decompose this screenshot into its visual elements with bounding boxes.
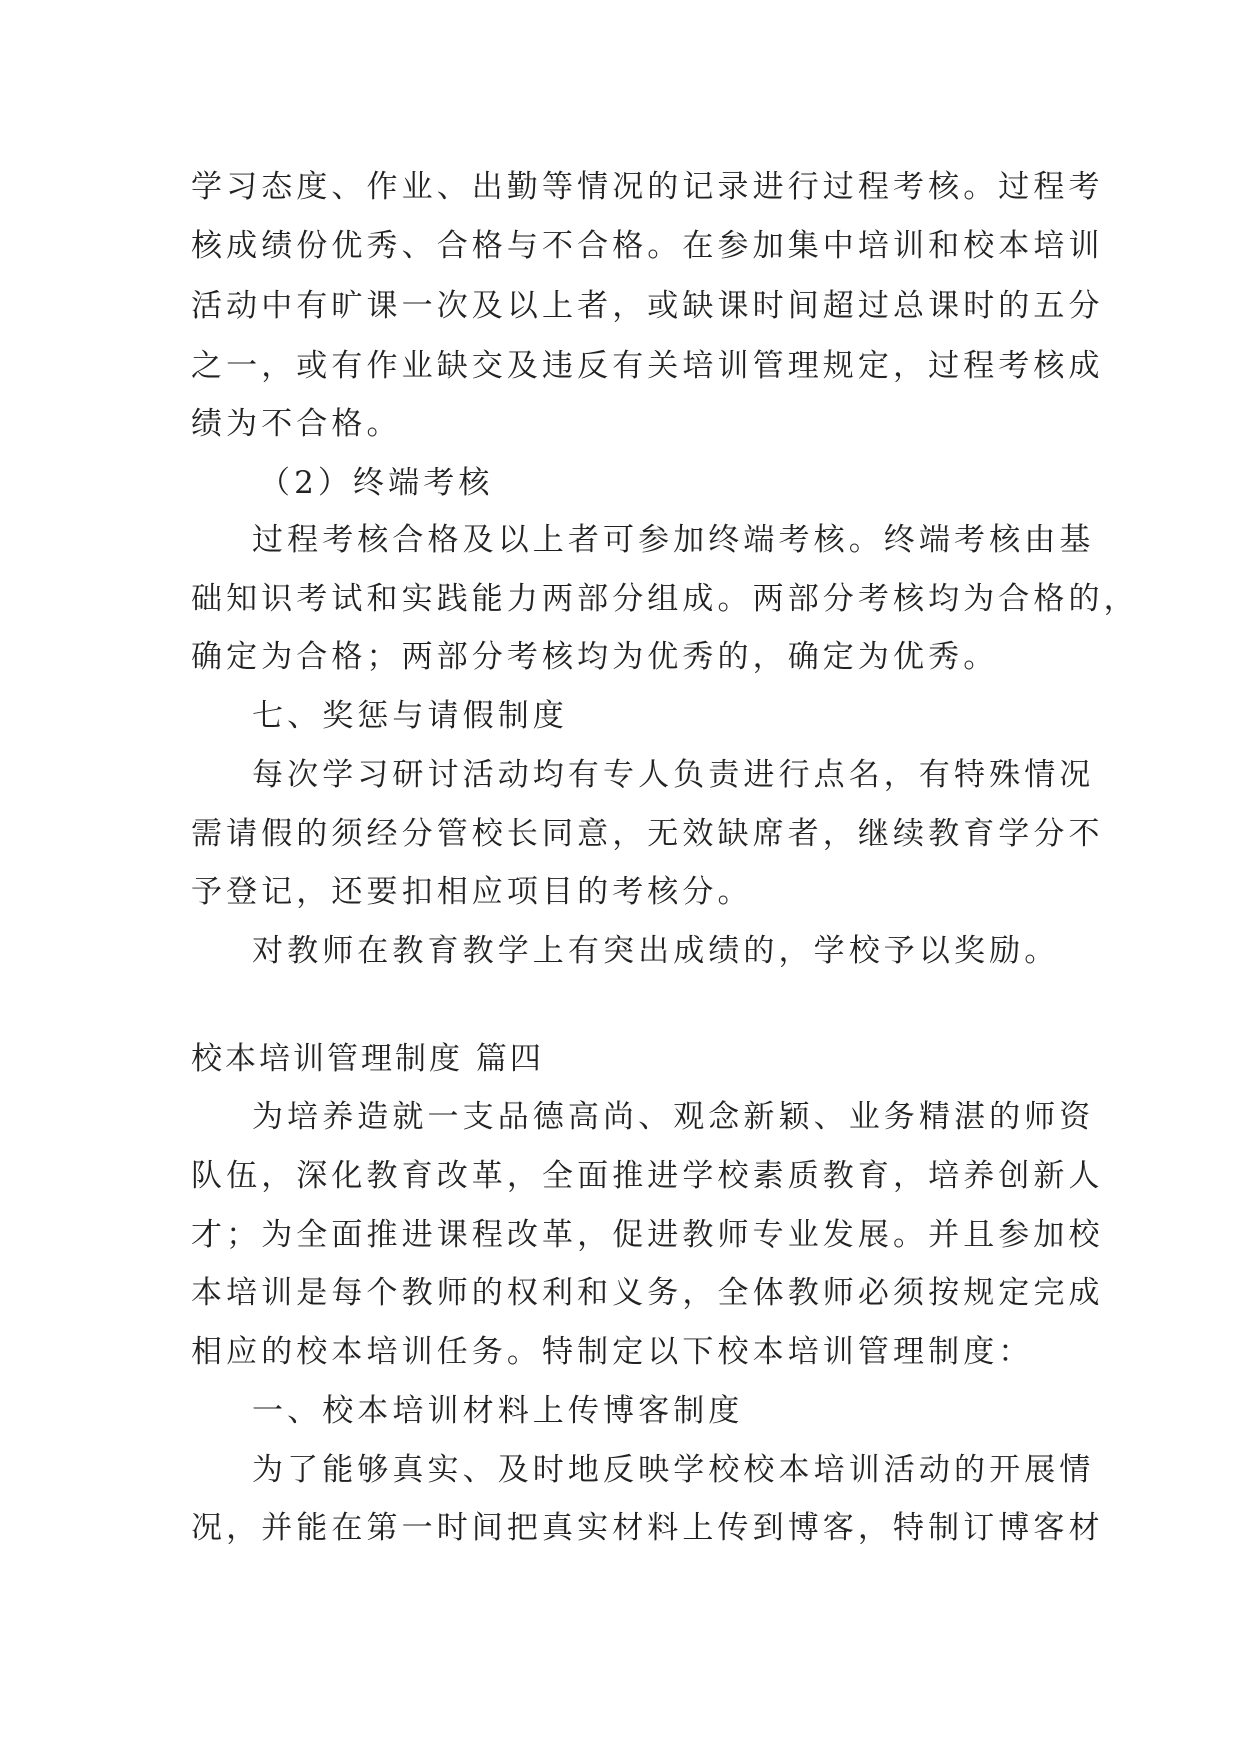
subsection-heading: （2）终端考核 [259,465,494,501]
text-line: 才；为全面推进课程改革，促进教师专业发展。并且参加校 [191,1217,1104,1253]
text-line: 绩为不合格。 [191,406,402,442]
chapter-title: 校本培训管理制度 篇四 [191,1041,544,1077]
text-line: 每次学习研讨活动均有专人负责进行点名，有特殊情况 [252,757,1095,793]
text-line: 为了能够真实、及时地反映学校校本培训活动的开展情 [252,1452,1095,1488]
text-line: 予登记，还要扣相应项目的考核分。 [191,874,753,910]
text-line: 队伍，深化教育改革，全面推进学校素质教育，培养创新人 [191,1158,1104,1194]
text-line: 核成绩份优秀、合格与不合格。在参加集中培训和校本培训 [191,228,1104,264]
text-line: 确定为合格；两部分考核均为优秀的，确定为优秀。 [191,639,999,675]
text-line: 相应的校本培训任务。特制定以下校本培训管理制度： [191,1334,1034,1370]
text-line: 活动中有旷课一次及以上者，或缺课时间超过总课时的五分 [191,288,1104,324]
text-line: 为培养造就一支品德高尚、观念新颖、业务精湛的师资 [252,1099,1095,1135]
text-line: 况，并能在第一时间把真实材料上传到博客，特制订博客材 [191,1510,1104,1546]
text-line: 础知识考试和实践能力两部分组成。两部分考核均为合格的， [191,581,1139,617]
text-line: 需请假的须经分管校长同意，无效缺席者，继续教育学分不 [191,816,1104,852]
text-line: 对教师在教育教学上有突出成绩的，学校予以奖励。 [252,933,1060,969]
section-heading: 一、校本培训材料上传博客制度 [252,1393,744,1429]
text-line: 过程考核合格及以上者可参加终端考核。终端考核由基 [252,522,1095,558]
section-heading: 七、奖惩与请假制度 [252,698,568,734]
text-line: 之一，或有作业缺交及违反有关培训管理规定，过程考核成 [191,348,1104,384]
text-line: 学习态度、作业、出勤等情况的记录进行过程考核。过程考 [191,169,1104,205]
text-line: 本培训是每个教师的权利和义务，全体教师必须按规定完成 [191,1275,1104,1311]
